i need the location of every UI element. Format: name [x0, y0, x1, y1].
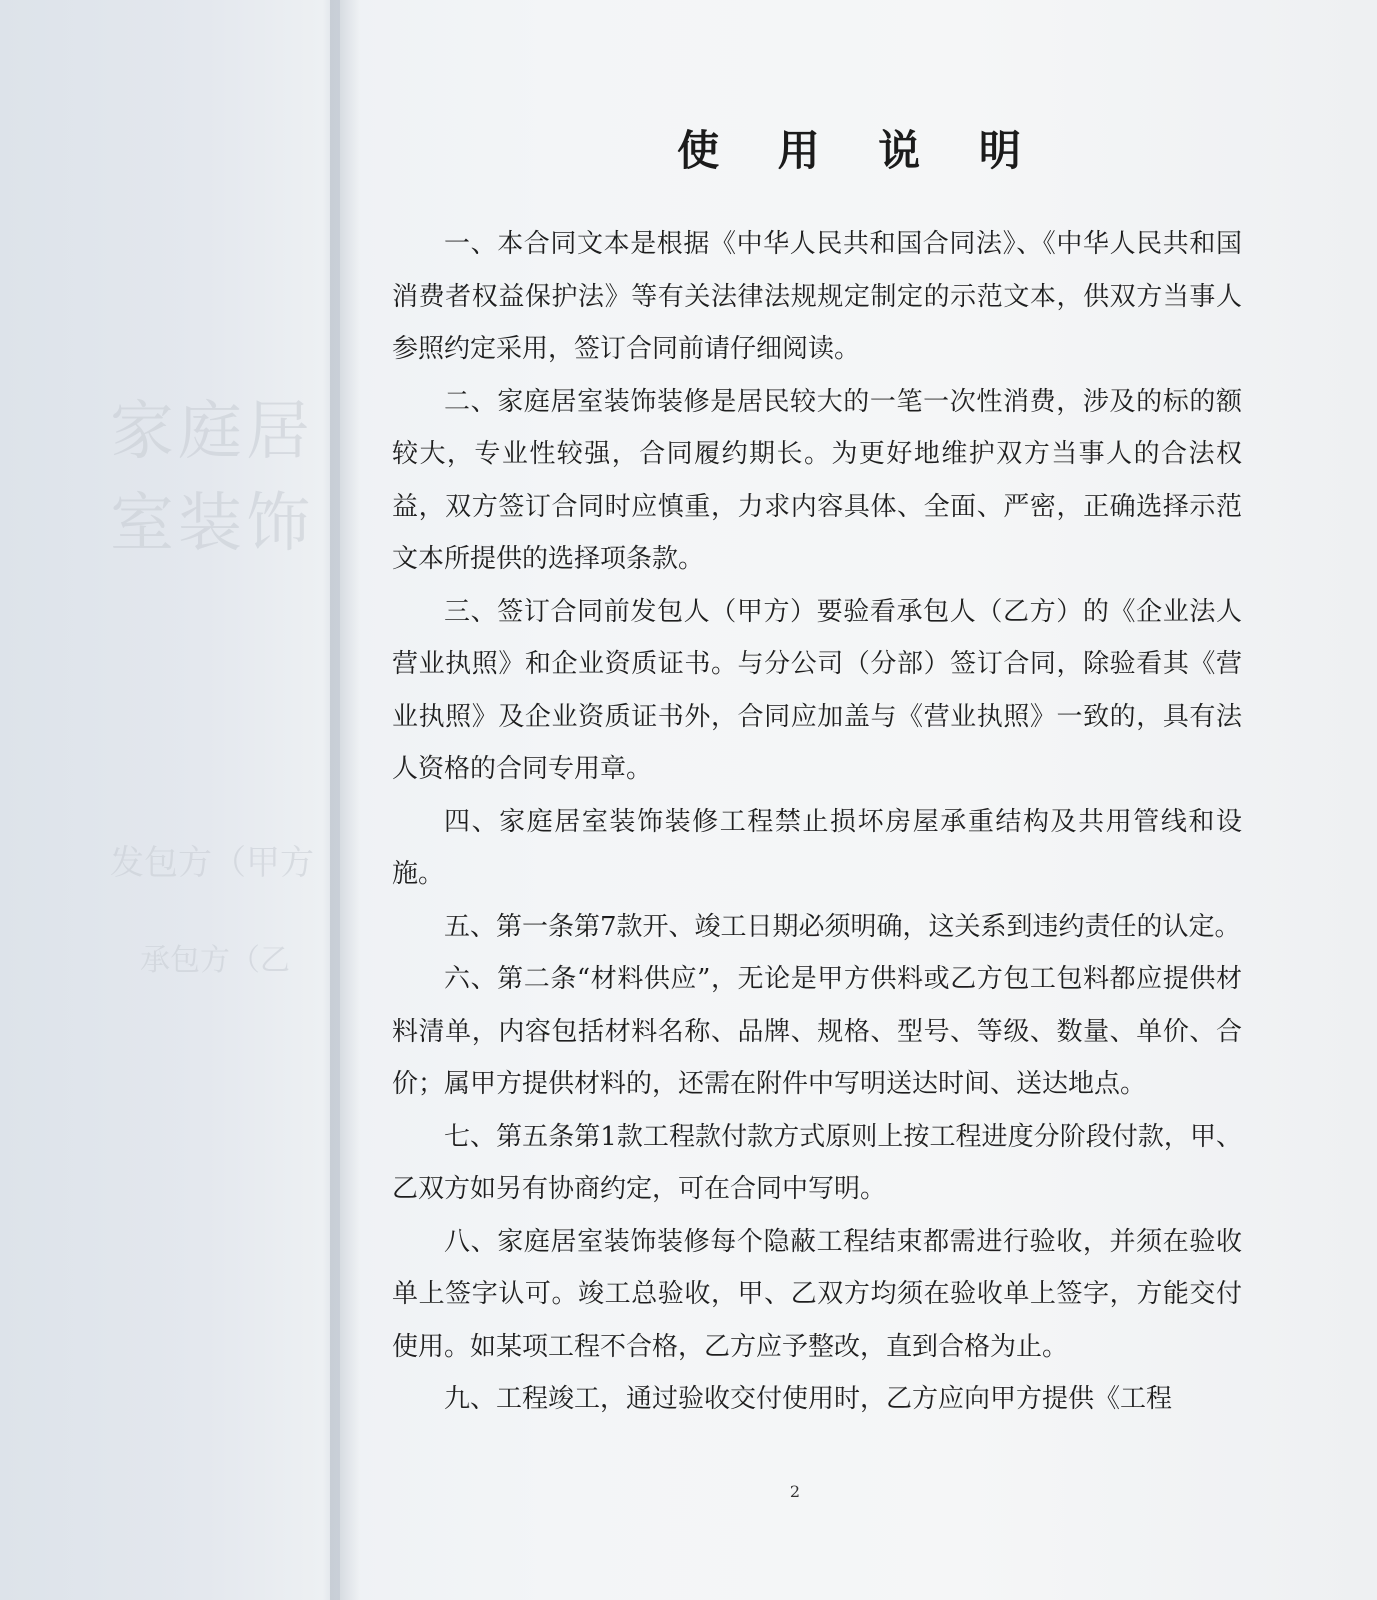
paragraph-7: 七、第五条第1款工程款付款方式原则上按工程进度分阶段付款，甲、乙双方如另有协商约定，可在合同中写明。	[392, 1121, 1242, 1204]
book-spine-shadow	[330, 0, 360, 1600]
paragraph-4: 四、家庭居室装饰装修工程禁止损坏房屋承重结构及共用管线和设施。	[392, 806, 1242, 889]
paragraph-6: 六、第二条“材料供应”，无论是甲方供料或乙方包工包料都应提供材料清单，内容包括材料名称、品牌、规格、型号、等级、数量、单价、合价；属甲方提供材料的，还需在附件中写明送达时间、送达地点。	[392, 964, 1242, 1099]
left-page-ghost-line: 发包方（甲方	[110, 843, 314, 883]
right-page	[360, 0, 1377, 1600]
paragraph-1: 一、本合同文本是根据《中华人民共和国合同法》、《中华人民共和国消费者权益保护法》等有关法律法规规定制定的示范文本，供双方当事人参照约定采用，签订合同前请仔细阅读。	[392, 229, 1242, 364]
paragraph-8: 八、家庭居室装饰装修每个隐蔽工程结束都需进行验收，并须在验收单上签字认可。竣工总验收，甲、乙双方均须在验收单上签字，方能交付使用。如某项工程不合格，乙方应予整改，直到合格为止。	[392, 1226, 1242, 1362]
left-page-ghost-title: 家庭居室装饰	[110, 395, 314, 561]
paragraph-5: 五、第一条第7款开、竣工日期必须明确，这关系到违约责任的认定。	[444, 911, 1241, 942]
paragraph-2: 二、家庭居室装饰装修是居民较大的一笔一次性消费，涉及的标的额较大，专业性较强，合同履约期长。为更好地维护双方当事人的合法权益，双方签订合同时应慎重，力求内容具体、全面、严密，正确选择示范文本所提供的选择项条款。	[392, 386, 1242, 574]
paragraph-9: 九、工程竣工，通过验收交付使用时，乙方应向甲方提供《工程	[444, 1384, 1173, 1414]
instructions-body	[392, 218, 1242, 1426]
paragraph-3: 三、签订合同前发包人（甲方）要验看承包人（乙方）的《企业法人营业执照》和企业资质证书。与分公司（分部）签订合同，除验看其《营业执照》及企业资质证书外，合同应加盖与《营业执照》一致的，具有法人资格的合同专用章。	[392, 596, 1242, 784]
left-page-ghost-line: 承包方（乙	[140, 943, 290, 978]
page-number: 2	[789, 1482, 801, 1501]
page-title: 使 用 说 明	[677, 126, 1043, 175]
left-page	[0, 0, 340, 1600]
